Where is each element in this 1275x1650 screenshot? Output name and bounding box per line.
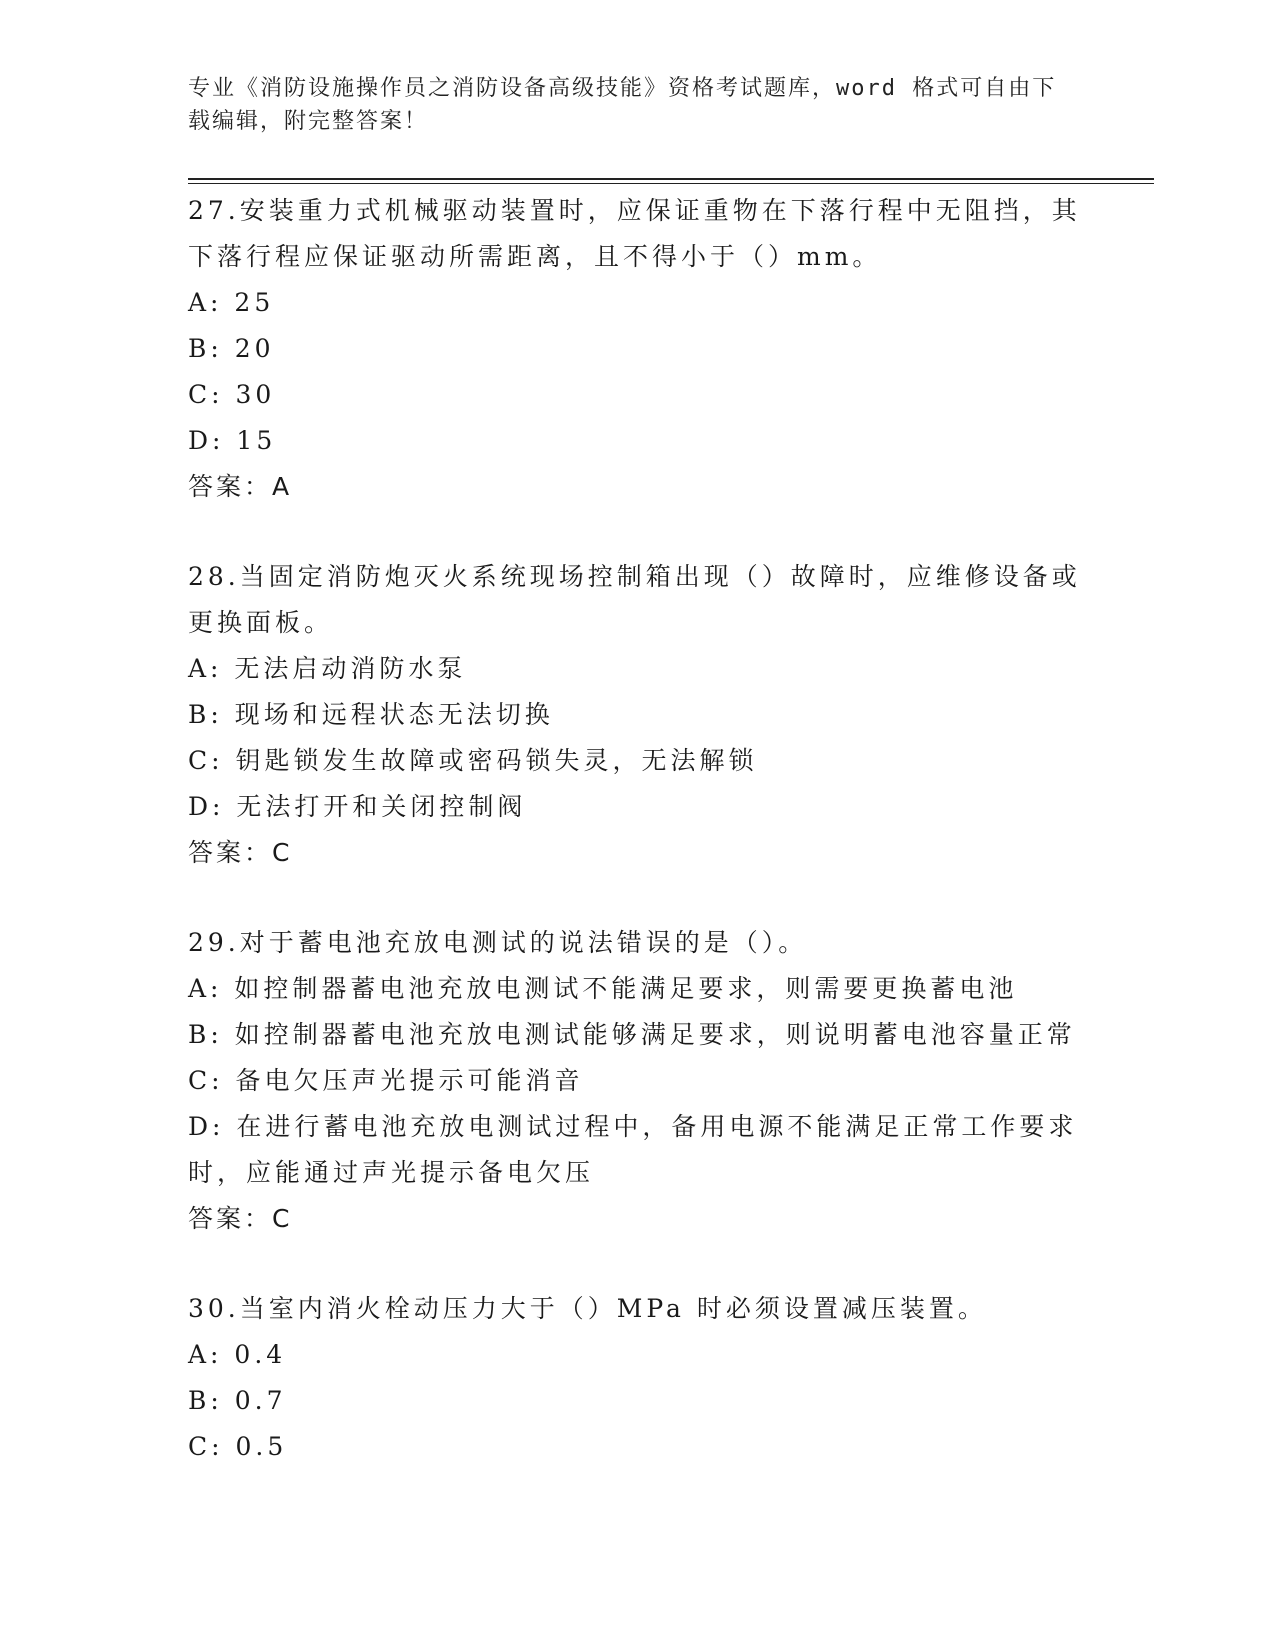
option-b: B: 如控制器蓄电池充放电测试能够满足要求，则说明蓄电池容量正常 (188, 1020, 1076, 1049)
option-b: B: 0.7 (188, 1386, 287, 1415)
question-text: 27.安装重力式机械驱动装置时，应保证重物在下落行程中无阻挡，其 (188, 196, 1081, 225)
option-c: C: 0.5 (188, 1432, 288, 1461)
answer: 答案：C (188, 1204, 293, 1233)
option-d-continued: 时，应能通过声光提示备电欠压 (188, 1158, 595, 1187)
option-c: C: 30 (188, 380, 276, 409)
answer: 答案：A (188, 472, 293, 501)
question-29 (188, 920, 1088, 1242)
header-divider-thin (188, 183, 1154, 184)
option-a: A: 25 (188, 288, 275, 317)
option-a: A: 0.4 (188, 1340, 287, 1369)
question-30 (188, 1286, 1088, 1470)
question-text: 29.对于蓄电池充放电测试的说法错误的是（）。 (188, 928, 808, 957)
option-d: D: 在进行蓄电池充放电测试过程中，备用电源不能满足正常工作要求 (188, 1112, 1078, 1141)
option-b: B: 现场和远程状态无法切换 (188, 700, 554, 729)
spacer (188, 1242, 1088, 1286)
document-header: 专业《消防设施操作员之消防设备高级技能》资格考试题库，word 格式可自由下载编辑，附完整答案！ (188, 76, 1057, 134)
spacer (188, 510, 1088, 554)
option-a: A: 无法启动消防水泵 (188, 654, 467, 683)
option-d: D: 无法打开和关闭控制阀 (188, 792, 527, 821)
question-text: 28.当固定消防炮灭火系统现场控制箱出现（）故障时，应维修设备或 (188, 562, 1081, 591)
question-text: 下落行程应保证驱动所需距离，且不得小于（）mm。 (188, 242, 882, 271)
question-27 (188, 188, 1088, 510)
answer: 答案：C (188, 838, 293, 867)
question-text: 30.当室内消火栓动压力大于（）MPa 时必须设置减压装置。 (188, 1294, 987, 1323)
option-c: C: 钥匙锁发生故障或密码锁失灵，无法解锁 (188, 746, 758, 775)
question-28 (188, 554, 1088, 876)
option-b: B: 20 (188, 334, 275, 363)
question-text: 更换面板。 (188, 608, 334, 637)
spacer (188, 876, 1088, 920)
option-c: C: 备电欠压声光提示可能消音 (188, 1066, 584, 1095)
question-list (188, 188, 1088, 1470)
option-d: D: 15 (188, 426, 277, 455)
header-divider (188, 178, 1154, 180)
option-a: A: 如控制器蓄电池充放电测试不能满足要求，则需要更换蓄电池 (188, 974, 1018, 1003)
